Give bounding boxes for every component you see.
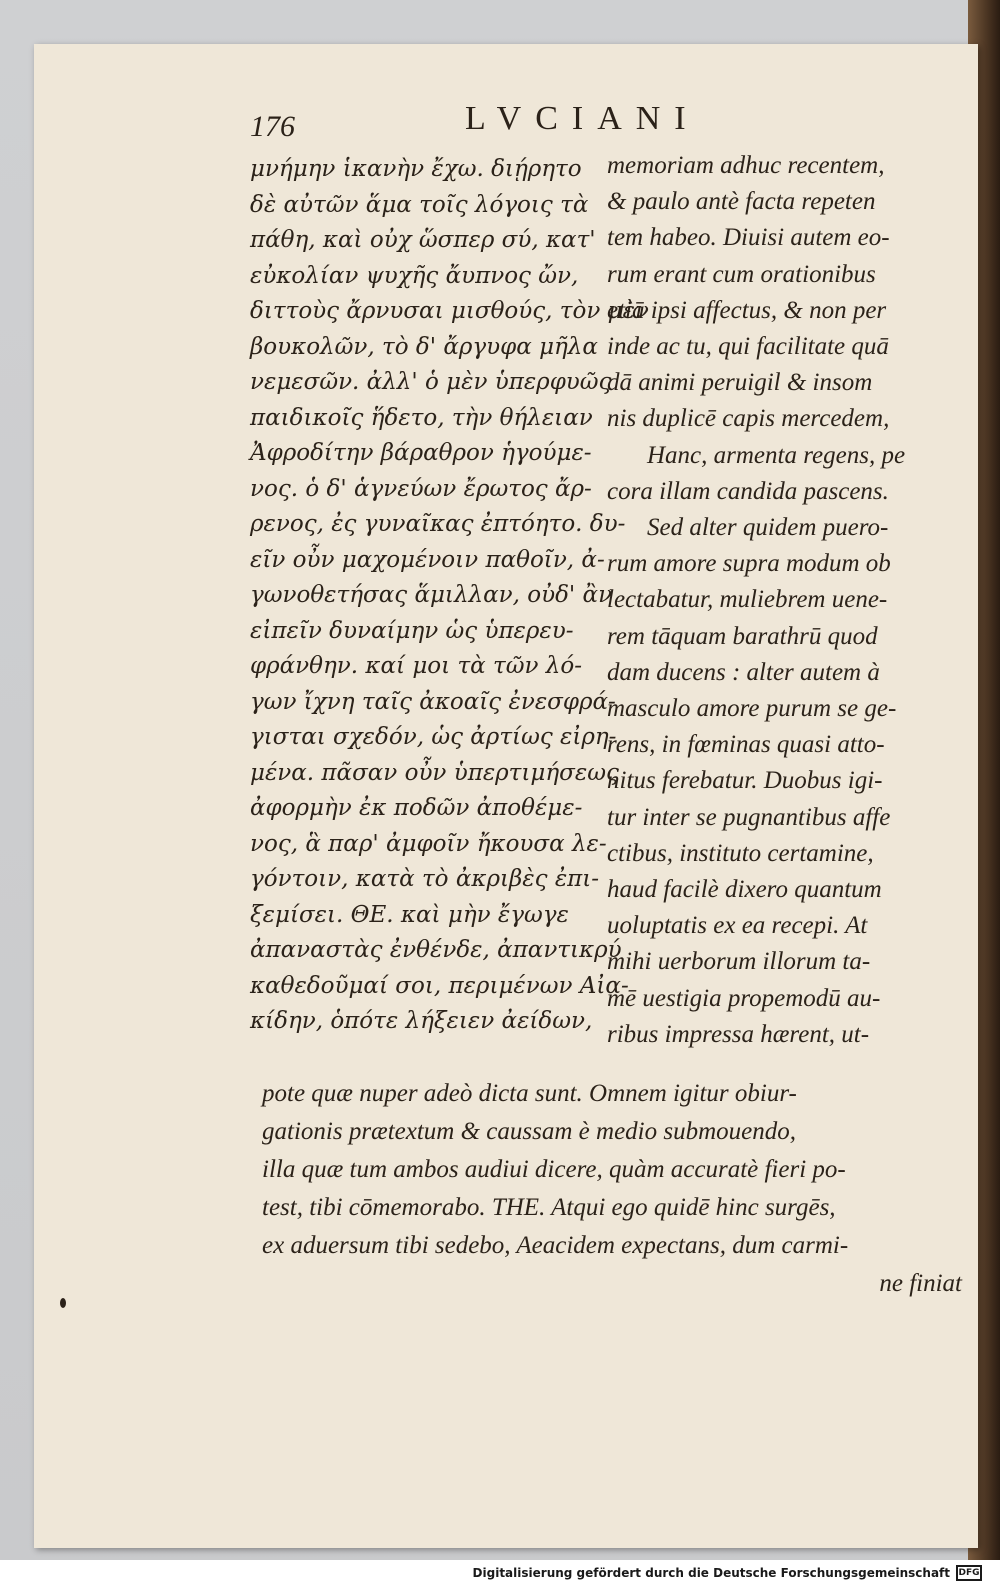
latin-line: ribus impressa hærent, ut- <box>607 1020 870 1048</box>
latin-line: uoluptatis ex ea recepi. At <box>607 912 868 940</box>
ink-mark <box>60 1298 66 1308</box>
latin-line: nis duplicē capis mercedem, <box>607 405 890 433</box>
greek-line: Ἀφροδίτην βάραθρον ἡγούμε- <box>250 440 592 466</box>
full-width-text <box>262 1075 962 1303</box>
greek-line: ξεμίσει. ΘΕ. καὶ μὴν ἔγωγε <box>250 901 569 928</box>
latin-line: memoriam adhuc recentem, <box>607 152 885 179</box>
greek-text-column <box>250 152 649 1040</box>
greek-line: μνήμην ἱκανὴν ἔχω. διῄρητο <box>250 156 582 182</box>
greek-line: νεμεσῶν. ἀλλ' ὁ μὲν ὑπερφυῶς <box>250 369 612 395</box>
greek-line: παιδικοῖς ἥδετο, τὴν θήλειαν <box>250 404 593 431</box>
greek-line: νος, ἃ παρ' ἀμφοῖν ἤκουσα λε- <box>250 830 607 857</box>
greek-line: νος. ὁ δ' ἁγνεύων ἔρωτος ἄρ- <box>250 475 592 502</box>
greek-line: γων ἴχνη ταῖς ἀκοαῖς ἐνεσφρά- <box>250 688 616 715</box>
latin-line: dā animi peruigil & insom <box>607 369 873 397</box>
latin-line: mē uestigia propemodū au- <box>607 984 881 1012</box>
greek-line: βουκολῶν, τὸ δ' ἄργυφα μῆλα <box>250 333 598 360</box>
latin-line: rem tāquam barathrū quod <box>607 622 878 650</box>
greek-line: μένα. πᾶσαν οὖν ὑπερτιμήσεως <box>250 759 619 786</box>
latin-line: mihi uerborum illorum ta- <box>607 948 871 976</box>
greek-line: γόντοιν, κατὰ τὸ ἀκριβὲς ἐπι- <box>250 866 600 892</box>
greek-line: ρενος, ἐς γυναῖκας ἐπτόητο. δυ- <box>250 511 626 537</box>
page-number: 176 <box>250 110 295 143</box>
greek-line: ἀφορμὴν ἐκ ποδῶν ἀποθέμε- <box>250 795 583 821</box>
greek-line: γισται σχεδόν, ὡς ἀρτίως εἰρη- <box>250 724 617 750</box>
greek-line: εἰπεῖν δυναίμην ὡς ὑπερευ- <box>250 617 574 644</box>
latin-line: tem habeo. Diuisi autem eo- <box>607 224 890 252</box>
latin-line: masculo amore purum se ge- <box>607 695 897 723</box>
funding-credit: Digitalisierung gefördert durch die Deutsche Forschungsgemeinschaft <box>472 1566 950 1580</box>
greek-line: ἀπαναστὰς ἐνθένδε, ἀπαντικρύ <box>250 937 622 963</box>
latin-line: lectabatur, muliebrem uene- <box>607 586 888 614</box>
full-width-line: pote quæ nuper adeò dicta sunt. Omnem igitur obiur- <box>262 1080 797 1107</box>
final-line: ne finiat <box>879 1270 962 1297</box>
latin-line: etiā ipsi affectus, & non per <box>607 296 887 324</box>
footer-bar <box>0 1560 1000 1590</box>
latin-line: haud facilè dixero quantum <box>607 876 882 904</box>
greek-line: διττοὺς ἄρνυσαι μισθούς, τὸν μὲν <box>250 298 649 324</box>
latin-text-column <box>607 148 952 1053</box>
latin-line: tur inter se pugnantibus affe <box>607 803 891 831</box>
latin-line: rum amore supra modum ob <box>607 550 891 578</box>
latin-line: rum erant cum orationibus <box>607 260 876 288</box>
latin-line: inde ac tu, qui facilitate quā <box>607 333 889 361</box>
latin-line: Sed alter quidem puero- <box>647 514 889 542</box>
latin-line: cora illam candida pascens. <box>607 477 889 505</box>
latin-line: Hanc, armenta regens, pe <box>647 441 906 469</box>
full-width-line: gationis prætextum & caussam è medio submouendo, <box>262 1118 796 1145</box>
full-width-line: illa quæ tum ambos audiui dicere, quàm accuratè fieri po- <box>262 1156 846 1183</box>
latin-line: ctibus, instituto certamine, <box>607 839 874 867</box>
dfg-logo-icon: DFG <box>956 1565 982 1581</box>
greek-line: πάθη, καὶ οὐχ ὥσπερ σύ, κατ' <box>250 227 596 253</box>
latin-line: & paulo antè facta repeten <box>607 188 876 216</box>
latin-line: rens, in fœminas quasi atto- <box>607 731 885 759</box>
full-width-line: ex aduersum tibi sedebo, Aeacidem expectans, dum carmi- <box>262 1232 849 1259</box>
greek-line: κίδην, ὁπότε λήξειεν ἀείδων, <box>250 1008 593 1034</box>
greek-line: εὐκολίαν ψυχῆς ἄυπνος ὤν, <box>250 262 579 289</box>
greek-line: καθεδοῦμαί σοι, περιμένων Αἰα- <box>250 972 629 999</box>
latin-line: dam ducens : alter autem à <box>607 658 880 686</box>
full-width-line: test, tibi cōmemorabo. THE. Atqui ego quidē hinc surgēs, <box>262 1194 836 1221</box>
greek-line: εῖν οὖν μαχομένοιν παθοῖν, ἀ- <box>250 546 605 573</box>
greek-line: γωνοθετήσας ἅμιλλαν, οὐδ' ἂν <box>250 582 613 608</box>
latin-line: nitus ferebatur. Duobus igi- <box>607 767 883 795</box>
greek-line: δὲ αὐτῶν ἅμα τοῖς λόγοις τὰ <box>250 191 589 218</box>
greek-line: φράνθην. καί μοι τὰ τῶν λό- <box>250 653 582 679</box>
running-head: LVCIANI <box>465 100 700 137</box>
